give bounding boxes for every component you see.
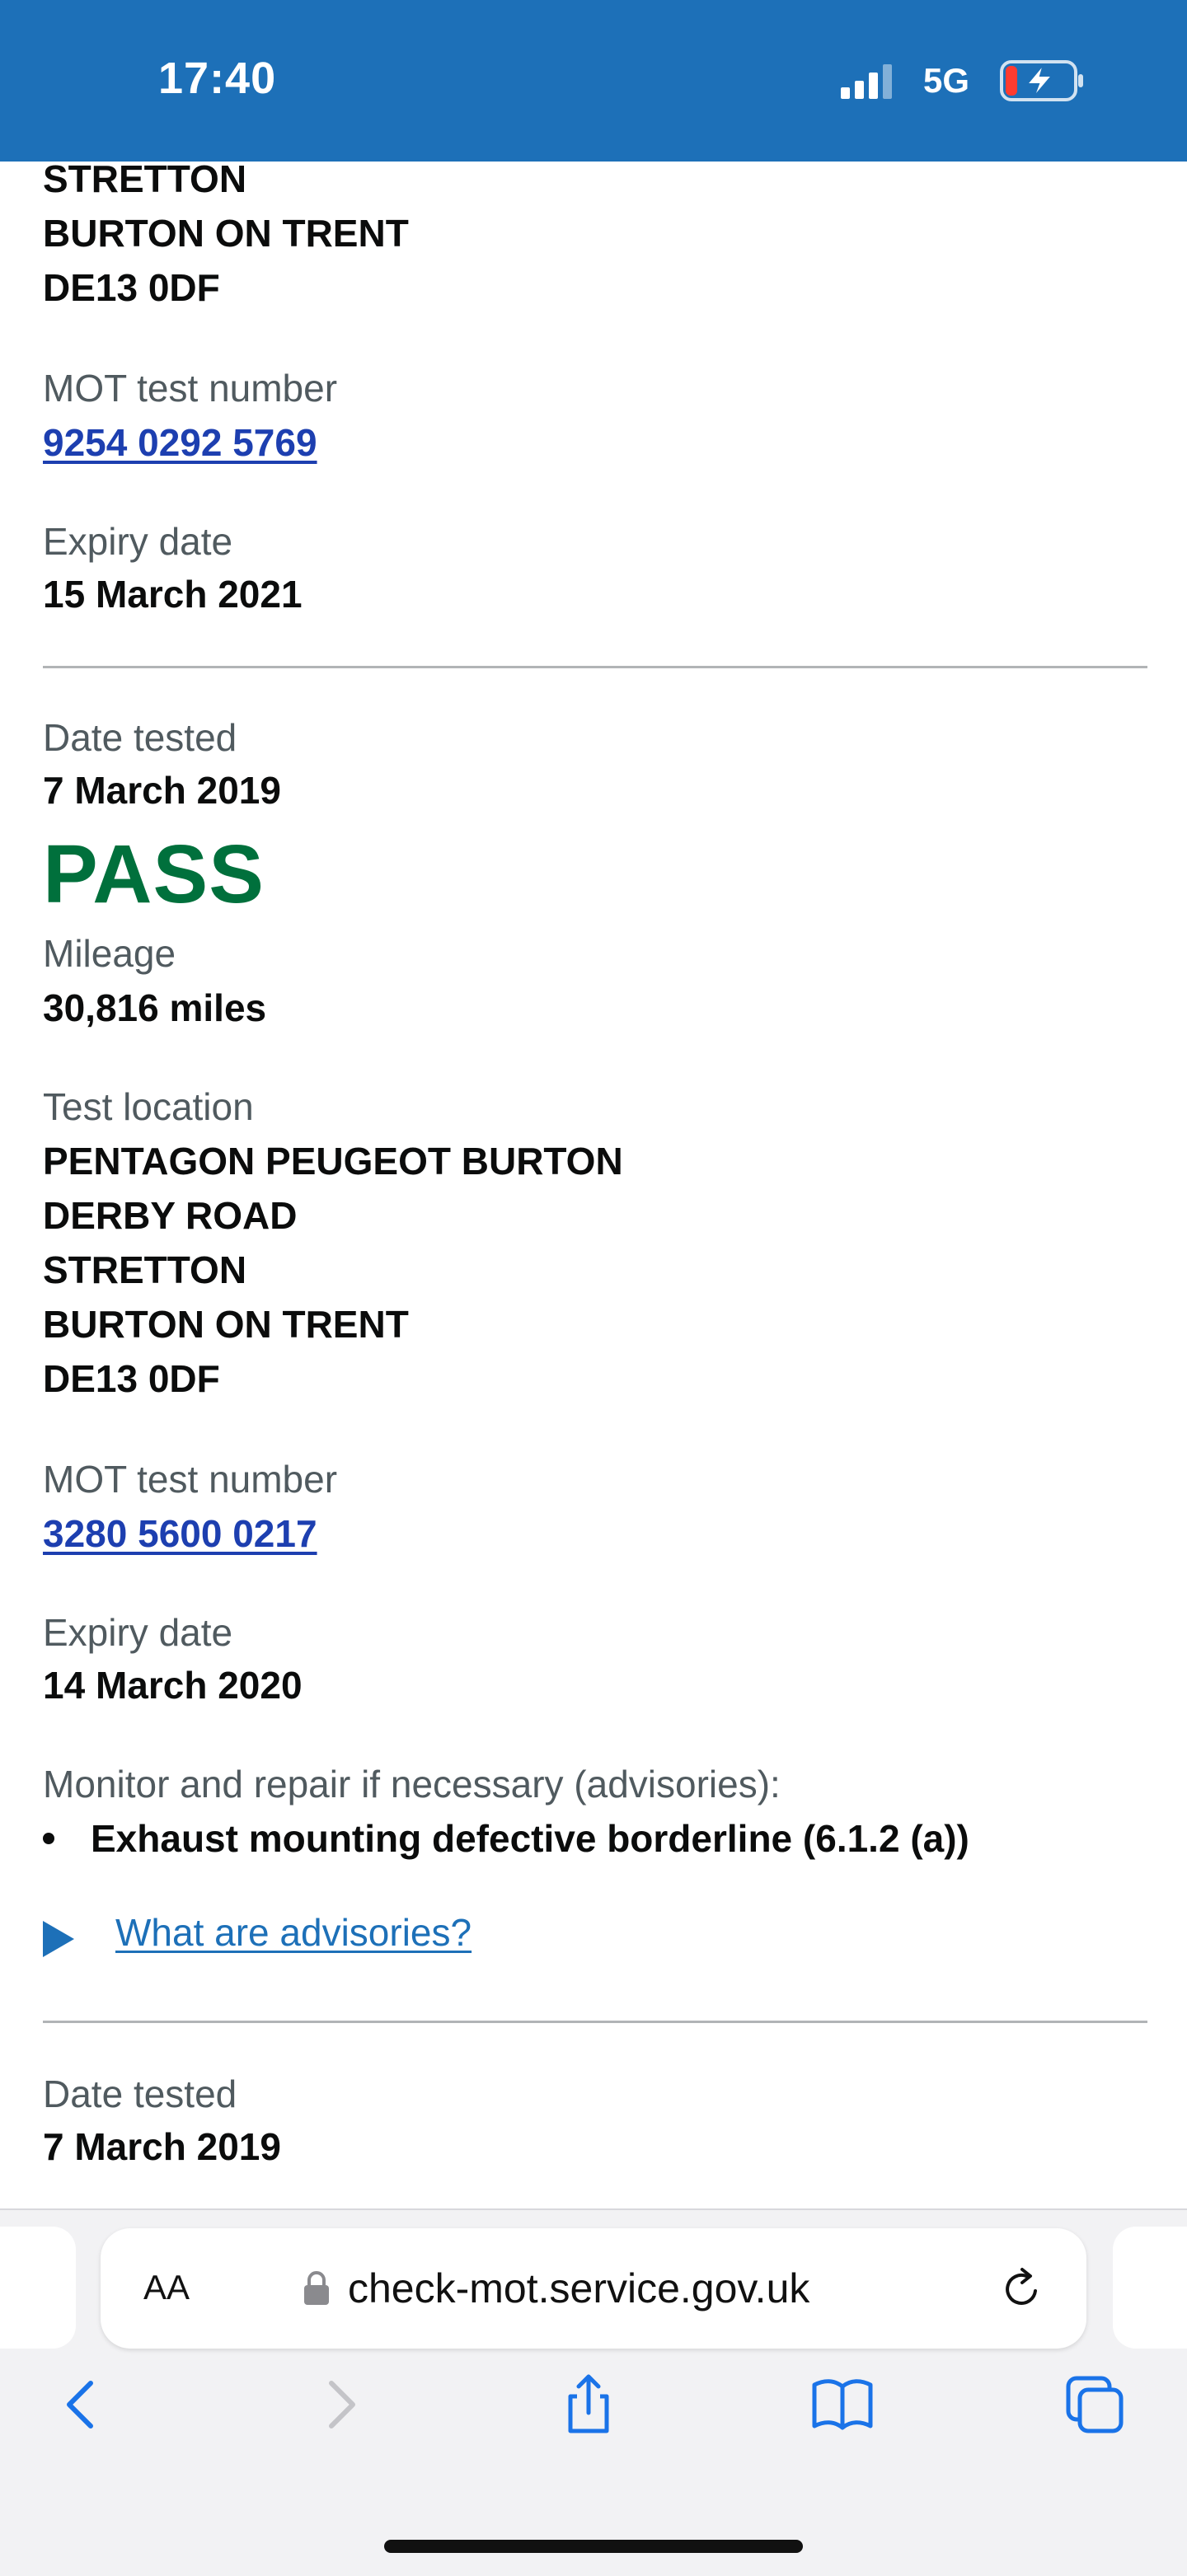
expiry-date-value: 14 March 2020: [43, 1664, 303, 1707]
url-text: check-mot.service.gov.uk: [348, 2265, 810, 2311]
mot-test-number-label: MOT test number: [43, 1458, 338, 1501]
status-bar: [0, 0, 1187, 162]
address-bar[interactable]: [101, 2228, 1086, 2349]
previous-tab-preview[interactable]: [0, 2227, 76, 2349]
advisories-label: Monitor and repair if necessary (advisories):: [43, 1763, 781, 1806]
advisory-text: Exhaust mounting defective borderline (6.1.2 (a)): [91, 1817, 969, 1860]
home-indicator: [384, 2540, 803, 2553]
location-line: DERBY ROAD: [43, 1194, 298, 1237]
location-line: DE13 0DF: [43, 266, 220, 309]
record-divider: [43, 666, 1147, 668]
bullet-icon: [43, 1833, 54, 1844]
expiry-date-label: Expiry date: [43, 1611, 233, 1654]
location-line: STRETTON: [43, 1248, 247, 1291]
mot-test-number-link[interactable]: 3280 5600 0217: [43, 1512, 317, 1555]
text-size-button[interactable]: [143, 2268, 190, 2307]
network-label: 5G: [923, 61, 970, 100]
bookmarks-icon[interactable]: [809, 2372, 875, 2438]
date-tested-label: Date tested: [43, 716, 237, 759]
mot-test-number-link[interactable]: 9254 0292 5769: [43, 421, 317, 464]
lock-icon: [303, 2271, 330, 2306]
share-icon[interactable]: [556, 2372, 622, 2438]
triangle-right-icon: [43, 1921, 74, 1957]
advisories-details-toggle[interactable]: [43, 1910, 472, 1960]
text-size-label: AA: [143, 2268, 190, 2307]
reload-icon[interactable]: [999, 2266, 1045, 2312]
location-line: DE13 0DF: [43, 1357, 220, 1400]
date-tested-label: Date tested: [43, 2073, 237, 2115]
status-time: 17:40: [158, 54, 277, 103]
advisories-details-summary[interactable]: What are advisories?: [115, 1911, 472, 1954]
date-tested-value: 7 March 2019: [43, 769, 281, 812]
location-line: BURTON ON TRENT: [43, 1303, 409, 1346]
location-line: BURTON ON TRENT: [43, 212, 409, 255]
location-line: PENTAGON PEUGEOT BURTON: [43, 1140, 623, 1183]
test-location-label: Test location: [43, 1085, 254, 1128]
advisory-item: [43, 1816, 969, 1861]
expiry-date-label: Expiry date: [43, 520, 233, 563]
battery-charging-icon: [999, 59, 1086, 102]
mileage-value: 30,816 miles: [43, 986, 267, 1029]
forward-icon[interactable]: [307, 2372, 373, 2438]
back-icon[interactable]: [49, 2372, 115, 2438]
record-divider: [43, 2021, 1147, 2023]
next-tab-preview[interactable]: [1113, 2227, 1187, 2349]
mileage-label: Mileage: [43, 932, 176, 975]
test-result: PASS: [43, 828, 265, 920]
expiry-date-value: 15 March 2021: [43, 573, 303, 616]
date-tested-value: 7 March 2019: [43, 2125, 281, 2168]
location-line: STRETTON: [43, 157, 247, 200]
signal-icon: [841, 63, 895, 99]
mot-test-number-label: MOT test number: [43, 367, 338, 410]
browser-chrome: [0, 2208, 1187, 2576]
tabs-icon[interactable]: [1062, 2372, 1128, 2438]
